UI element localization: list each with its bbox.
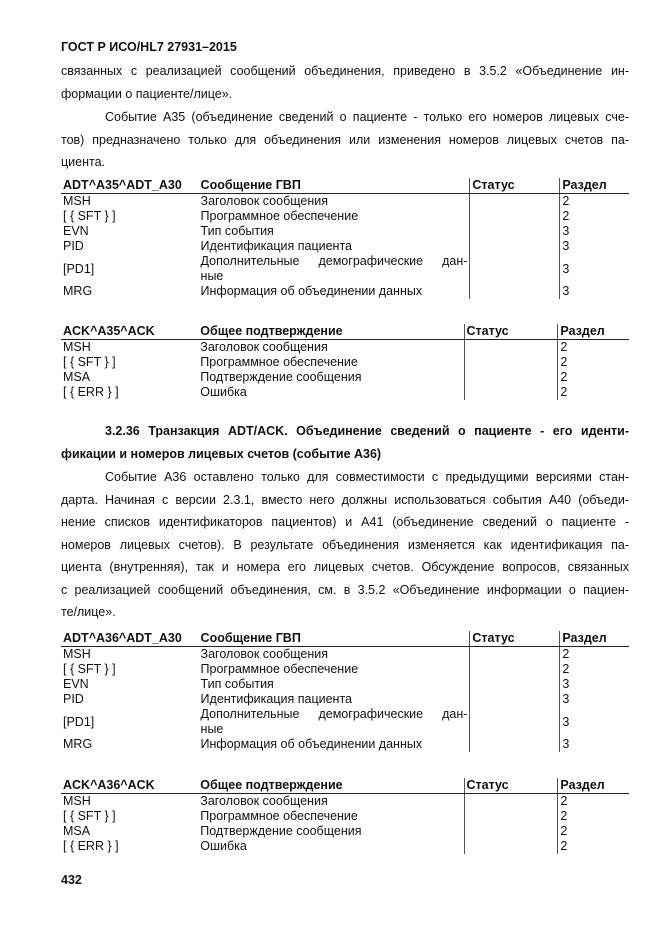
segment-status <box>470 224 560 239</box>
column-header-status: Статус <box>464 778 558 794</box>
text-line: тов) предназначено только для объединения или изменения номеров лицевых счетов па- <box>61 132 629 147</box>
document-header: ГОСТ Р ИСО/HL7 27931–2015 <box>61 40 237 54</box>
table-row <box>61 839 629 854</box>
segment-section: 2 <box>558 370 629 385</box>
segment-code: [ { SFT } ] <box>63 662 116 676</box>
segment-code: [ { SFT } ] <box>63 209 116 223</box>
column-header-section: Раздел <box>558 324 629 340</box>
column-header-description: Сообщение ГВП <box>199 631 470 647</box>
text-line: те/лице». <box>61 605 116 619</box>
segment-section: 2 <box>558 824 629 839</box>
table-row <box>61 692 629 707</box>
segment-section: 2 <box>558 340 629 356</box>
segment-description: Заголовок сообщения <box>200 794 328 808</box>
segment-status <box>470 677 560 692</box>
segment-status <box>464 794 558 810</box>
table-header-row <box>61 778 629 794</box>
column-header-section: Раздел <box>560 631 629 647</box>
segment-code: [PD1] <box>63 714 95 729</box>
segment-description: Программное обеспечение <box>200 662 359 676</box>
segment-status <box>464 355 558 370</box>
segment-description: Заголовок сообщения <box>200 647 328 661</box>
segment-section: 2 <box>558 839 629 854</box>
table-row <box>61 662 629 677</box>
segment-section: 2 <box>558 809 629 824</box>
text-line: циента. <box>61 155 106 169</box>
message-table-adt-a35 <box>61 178 629 299</box>
segment-description: Подтверждение сообщения <box>200 824 362 838</box>
description-line: ные <box>200 722 224 736</box>
table-row <box>61 385 629 400</box>
column-header-status: Статус <box>470 631 560 647</box>
segment-code: PID <box>63 239 84 253</box>
segment-code: MSH <box>63 340 91 354</box>
column-header-description: Сообщение ГВП <box>199 178 470 194</box>
segment-description: Информация об объединении данных <box>200 737 423 751</box>
segment-code: [ { ERR } ] <box>63 385 119 399</box>
table-row <box>61 194 629 210</box>
segment-section: 2 <box>558 355 629 370</box>
table-row <box>61 370 629 385</box>
segment-status <box>470 209 560 224</box>
segment-status <box>464 385 558 400</box>
text-line: дарта. Начиная с версии 2.3.1, вместо него должны использоваться события А40 (объеди- <box>61 492 629 507</box>
table-row <box>61 209 629 224</box>
section-heading-3-2-36 <box>61 420 629 465</box>
segment-code: EVN <box>63 677 89 691</box>
text-line: формации о пациенте/лице». <box>61 86 233 101</box>
text-line: нение списков идентификаторов пациентов) и А41 (объединение сведений о пациенте - <box>61 515 629 529</box>
message-table-ack-a35 <box>61 324 629 400</box>
segment-description: Идентификация пациента <box>200 692 352 706</box>
segment-section: 3 <box>560 692 629 707</box>
column-header-code: ACK^A36^ACK <box>61 778 198 794</box>
segment-code: MRG <box>63 737 93 751</box>
table-header-row <box>61 324 629 340</box>
page-number: 432 <box>61 873 82 887</box>
table-row <box>61 284 629 299</box>
segment-description: Программное обеспечение <box>200 809 358 823</box>
table-row <box>61 647 629 663</box>
segment-code: PID <box>63 692 84 706</box>
description-line: ные <box>200 269 224 283</box>
segment-description: Заголовок сообщения <box>200 340 328 354</box>
segment-status <box>464 809 558 824</box>
text-line: номеров лицевых счетов). В результате объединения изменяется как идентификация па- <box>61 537 629 552</box>
segment-status <box>470 239 560 254</box>
paragraph-intro <box>61 60 629 105</box>
segment-description: Информация об объединении данных <box>200 284 423 298</box>
table-row <box>61 224 629 239</box>
segment-status <box>470 284 560 299</box>
segment-description: Ошибка <box>200 385 247 399</box>
segment-code: MSA <box>63 824 91 838</box>
heading-line: фикации и номеров лицевых счетов (событие А36) <box>61 446 382 461</box>
segment-status <box>470 254 560 284</box>
paragraph-event-a35 <box>61 106 629 174</box>
segment-status <box>470 194 560 210</box>
segment-status <box>470 662 560 677</box>
segment-section: 3 <box>560 284 629 299</box>
paragraph-event-a36 <box>61 466 629 624</box>
table-row <box>61 707 629 737</box>
text-line: связанных с реализацией сообщений объединения, приведено в 3.5.2 «Объединение ин- <box>61 64 629 78</box>
segment-section: 3 <box>560 239 629 254</box>
table-row <box>61 340 629 356</box>
segment-status <box>470 737 560 752</box>
segment-code: MRG <box>63 284 93 298</box>
segment-description: Тип события <box>200 677 274 691</box>
segment-description: Заголовок сообщения <box>200 194 328 208</box>
segment-section: 2 <box>560 662 629 677</box>
segment-section: 2 <box>560 209 629 224</box>
table-row <box>61 254 629 284</box>
segment-section: 2 <box>558 385 629 400</box>
message-table-ack-a36 <box>61 778 629 854</box>
table-header-row <box>61 178 629 194</box>
text-line: Событие А35 (объединение сведений о пациенте - только его номеров лицевых сче- <box>105 110 629 124</box>
heading-line: 3.2.36 Транзакция ADT/ACK. Объединение сведений о пациенте - его иденти- <box>105 424 629 438</box>
table-row <box>61 239 629 254</box>
segment-section: 3 <box>560 254 629 284</box>
text-line: с реализацией сообщений объединения, см. в 3.5.2 «Объединение информации о пациен- <box>61 582 629 597</box>
segment-description: Подтверждение сообщения <box>200 370 362 384</box>
text-line: циента (внутренняя), так и номера его лицевых счетов. Обсуждение вопросов, связанных <box>61 560 629 574</box>
column-header-status: Статус <box>464 324 558 340</box>
column-header-section: Раздел <box>560 178 629 194</box>
segment-description: Тип события <box>200 224 274 238</box>
segment-section: 3 <box>560 677 629 692</box>
segment-code: [PD1] <box>63 261 95 276</box>
column-header-status: Статус <box>470 178 560 194</box>
column-header-code: ADT^A36^ADT_A30 <box>61 631 199 647</box>
segment-code: MSH <box>63 794 91 808</box>
segment-status <box>464 839 558 854</box>
column-header-code: ACK^A35^ACK <box>61 324 198 340</box>
table-header-row <box>61 631 629 647</box>
table-row <box>61 809 629 824</box>
column-header-code: ADT^A35^ADT_A30 <box>61 178 199 194</box>
segment-status <box>464 340 558 356</box>
segment-status <box>464 824 558 839</box>
segment-code: [ { ERR } ] <box>63 839 119 853</box>
segment-section: 3 <box>560 224 629 239</box>
segment-code: MSH <box>63 647 91 661</box>
segment-code: MSA <box>63 370 91 384</box>
table-row <box>61 355 629 370</box>
column-header-description: Общее подтверждение <box>198 324 464 340</box>
table-row <box>61 737 629 752</box>
segment-section: 2 <box>560 194 629 210</box>
message-table-adt-a36 <box>61 631 629 752</box>
table-row <box>61 824 629 839</box>
segment-description: Программное обеспечение <box>200 355 358 369</box>
segment-section: 2 <box>558 794 629 810</box>
column-header-section: Раздел <box>558 778 629 794</box>
segment-code: [ { SFT } ] <box>63 809 116 823</box>
segment-code: [ { SFT } ] <box>63 355 116 369</box>
column-header-description: Общее подтверждение <box>198 778 464 794</box>
segment-section: 3 <box>560 707 629 737</box>
segment-code: EVN <box>63 224 89 238</box>
segment-code: MSH <box>63 194 91 208</box>
segment-status <box>464 370 558 385</box>
description-line: Дополнительные демографические дан- <box>200 254 468 268</box>
segment-status <box>470 692 560 707</box>
description-line: Дополнительные демографические дан- <box>200 707 468 721</box>
segment-description: Идентификация пациента <box>200 239 352 253</box>
table-row <box>61 677 629 692</box>
segment-description <box>199 707 470 737</box>
segment-status <box>470 647 560 663</box>
segment-status <box>470 707 560 737</box>
segment-section: 3 <box>560 737 629 752</box>
segment-description: Программное обеспечение <box>200 209 359 223</box>
segment-description <box>199 254 470 284</box>
text-line: Событие А36 оставлено только для совместимости с предыдущими версиями стан- <box>105 470 629 484</box>
segment-section: 2 <box>560 647 629 663</box>
table-row <box>61 794 629 810</box>
segment-description: Ошибка <box>200 839 247 853</box>
